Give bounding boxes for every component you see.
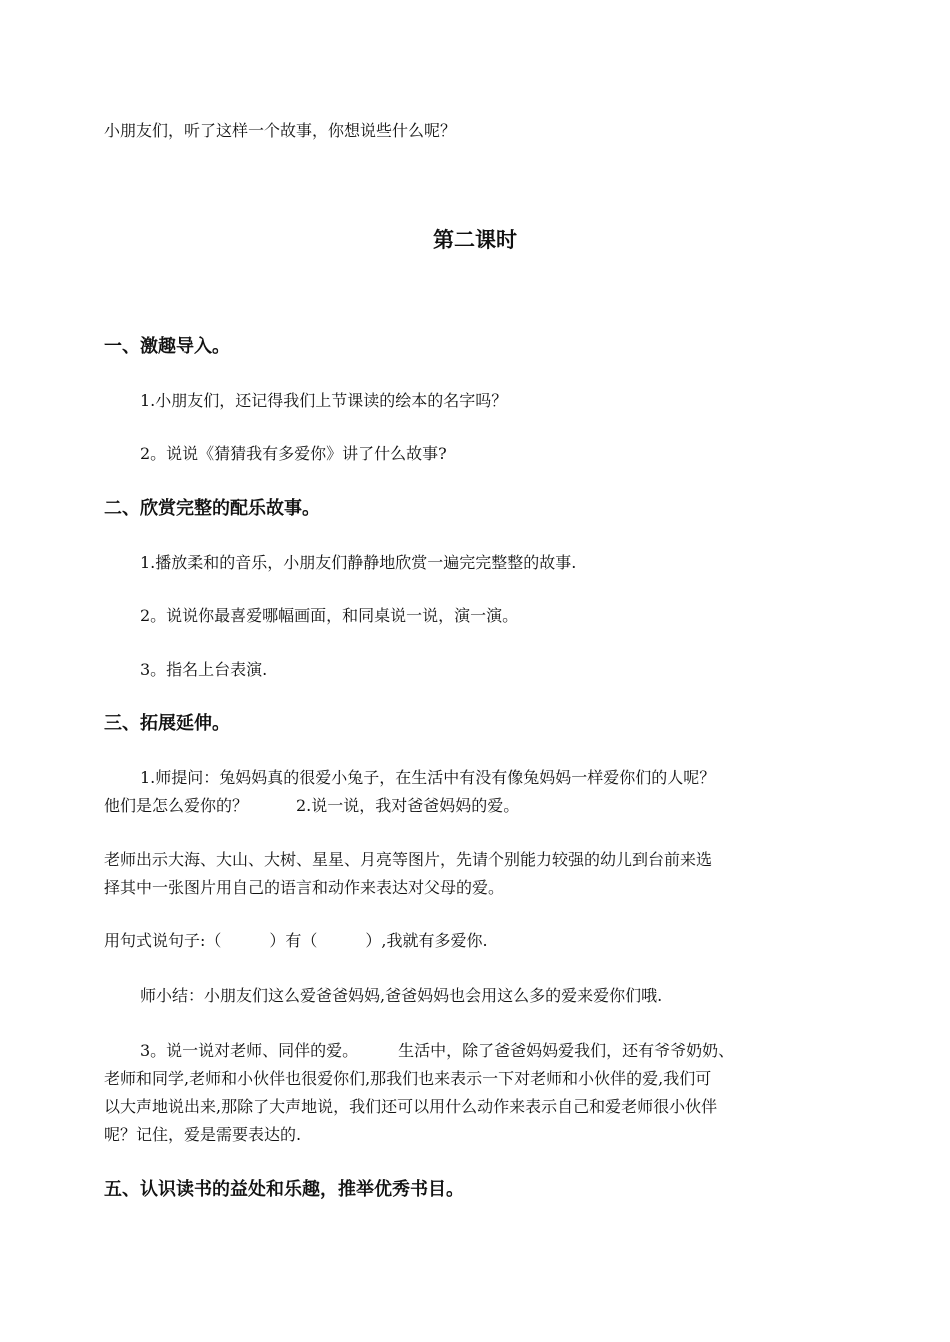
list-item: 1.播放柔和的音乐，小朋友们静静地欣赏一遍完完整整的故事. xyxy=(140,553,577,572)
section-heading-1: 一、激趣导入。 xyxy=(104,336,230,357)
list-item: 3。指名上台表演. xyxy=(140,660,268,679)
list-item: 2。说说《猜猜我有多爱你》讲了什么故事? xyxy=(140,444,447,463)
section-heading-3: 三、拓展延伸。 xyxy=(104,713,230,734)
teacher-summary: 师小结：小朋友们这么爱爸爸妈妈,爸爸妈妈也会用这么多的爱来爱你们哦. xyxy=(140,986,663,1005)
paragraph-line: 3。说一说对老师、同伴的爱。 生活中，除了爸爸妈妈爱我们，还有爷爷奶奶、 xyxy=(140,1041,735,1060)
paragraph-line: 呢？记住，爱是需要表达的. xyxy=(104,1125,302,1144)
list-item: 1.小朋友们，还记得我们上节课读的绘本的名字吗？ xyxy=(140,391,508,410)
lesson-title: 第二课时 xyxy=(433,228,517,252)
paragraph-line: 以大声地说出来,那除了大声地说，我们还可以用什么动作来表示自己和爱老师很小伙伴 xyxy=(104,1097,718,1116)
paragraph-line: 择其中一张图片用自己的语言和动作来表达对父母的爱。 xyxy=(104,878,505,897)
paragraph-line: 老师和同学,老师和小伙伴也很爱你们,那我们也来表示一下对老师和小伙伴的爱,我们可 xyxy=(104,1069,712,1088)
section-heading-2: 二、欣赏完整的配乐故事。 xyxy=(104,498,320,519)
paragraph-line: 他们是怎么爱你的？ 2.说一说，我对爸爸妈妈的爱。 xyxy=(104,796,520,815)
list-item: 2。说说你最喜爱哪幅画面，和同桌说一说，演一演。 xyxy=(140,606,519,625)
paragraph-line: 老师出示大海、大山、大树、星星、月亮等图片，先请个别能力较强的幼儿到台前来选 xyxy=(104,850,713,869)
paragraph-line: 1.师提问：兔妈妈真的很爱小兔子，在生活中有没有像兔妈妈一样爱你们的人呢？ xyxy=(140,768,716,787)
sentence-pattern: 用句式说句子:（ ）有（ ）,我就有多爱你. xyxy=(104,931,488,950)
intro-question: 小朋友们，听了这样一个故事，你想说些什么呢？ xyxy=(104,121,457,140)
section-heading-5: 五、认识读书的益处和乐趣，推举优秀书目。 xyxy=(104,1179,464,1200)
